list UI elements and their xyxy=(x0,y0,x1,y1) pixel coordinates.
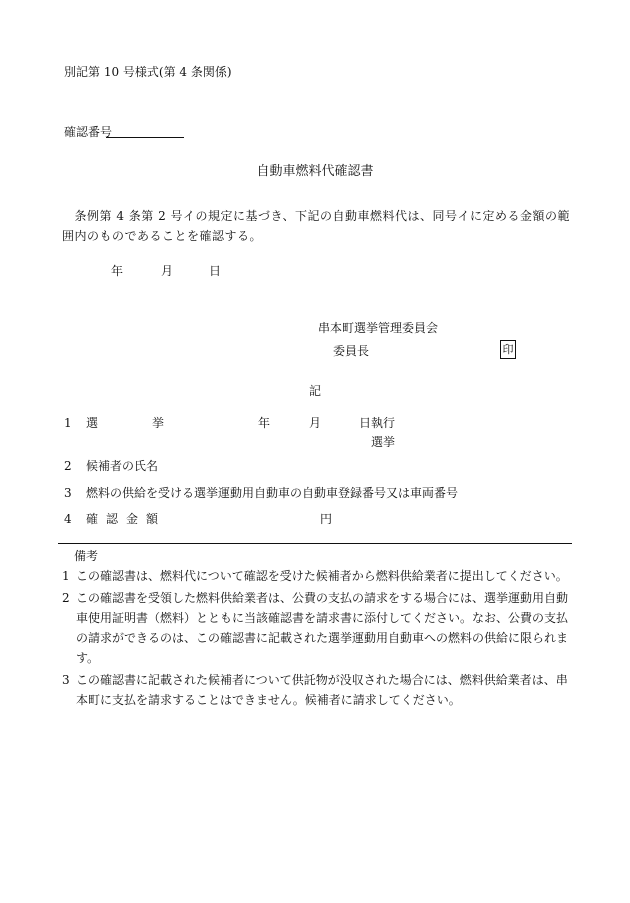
confirm-number-label: 確認番号 xyxy=(64,125,113,139)
issuer-organization: 串本町選挙管理委員会 xyxy=(318,321,439,335)
note-text: この確認書に記載された候補者について供託物が没収された場合には、燃料供給業者は、串本町に支払を請求することはできません。候補者に請求してください。 xyxy=(76,673,568,707)
ki-heading: 記 xyxy=(308,384,321,398)
note-item xyxy=(58,670,578,710)
item-4-number: 4 xyxy=(64,512,72,526)
note-number: 1 xyxy=(62,569,70,583)
item-1-label-a: 選 xyxy=(86,416,99,430)
note-number: 2 xyxy=(62,591,70,605)
item-2-number: 2 xyxy=(64,459,72,473)
item-4-unit: 円 xyxy=(320,512,333,526)
note-item xyxy=(58,588,578,668)
item-4-label: 確認金額 xyxy=(86,512,167,526)
notes-list xyxy=(58,566,578,712)
date-year: 年 xyxy=(111,264,124,278)
note-text: この確認書を受領した燃料供給業者は、公費の支払の請求をする場合には、選挙運動用自動車使用証明書（燃料）とともに当該確認書を請求書に添付してください。なお、公費の支払の請求ができるのは、この確認書に記載された選挙運動用自動車への燃料の供給に限られます。 xyxy=(76,591,569,665)
confirm-number-field-line xyxy=(106,137,184,138)
note-number: 3 xyxy=(62,673,70,687)
item-1-label-b: 挙 xyxy=(152,416,165,430)
document-title: 自動車燃料代確認書 xyxy=(256,164,374,179)
item-1-election: 選挙 xyxy=(371,435,396,449)
date-month: 月 xyxy=(161,264,174,278)
note-item xyxy=(58,566,578,586)
notes-title: 備考 xyxy=(74,549,99,563)
item-1-year: 年 xyxy=(258,416,271,430)
item-1-number: 1 xyxy=(64,416,72,430)
seal-mark: 印 xyxy=(500,340,516,359)
item-3-label: 燃料の供給を受ける選挙運動用自動車の自動車登録番号又は車両番号 xyxy=(86,486,459,500)
form-number: 別記第 10 号様式(第 4 条関係) xyxy=(64,65,232,79)
item-3-number: 3 xyxy=(64,486,72,500)
note-text: この確認書は、燃料代について確認を受けた候補者から燃料供給業者に提出してください。 xyxy=(76,569,568,583)
item-2-label: 候補者の氏名 xyxy=(86,459,159,473)
date-day: 日 xyxy=(209,264,222,278)
divider-line xyxy=(58,543,572,544)
item-1-day-exec: 日執行 xyxy=(359,416,396,430)
item-1-month: 月 xyxy=(309,416,322,430)
body-text: 条例第 4 条第 2 号イの規定に基づき、下記の自動車燃料代は、同号イに定める金額の範囲内のものであることを確認する。 xyxy=(62,209,571,243)
issuer-title: 委員長 xyxy=(333,344,370,358)
